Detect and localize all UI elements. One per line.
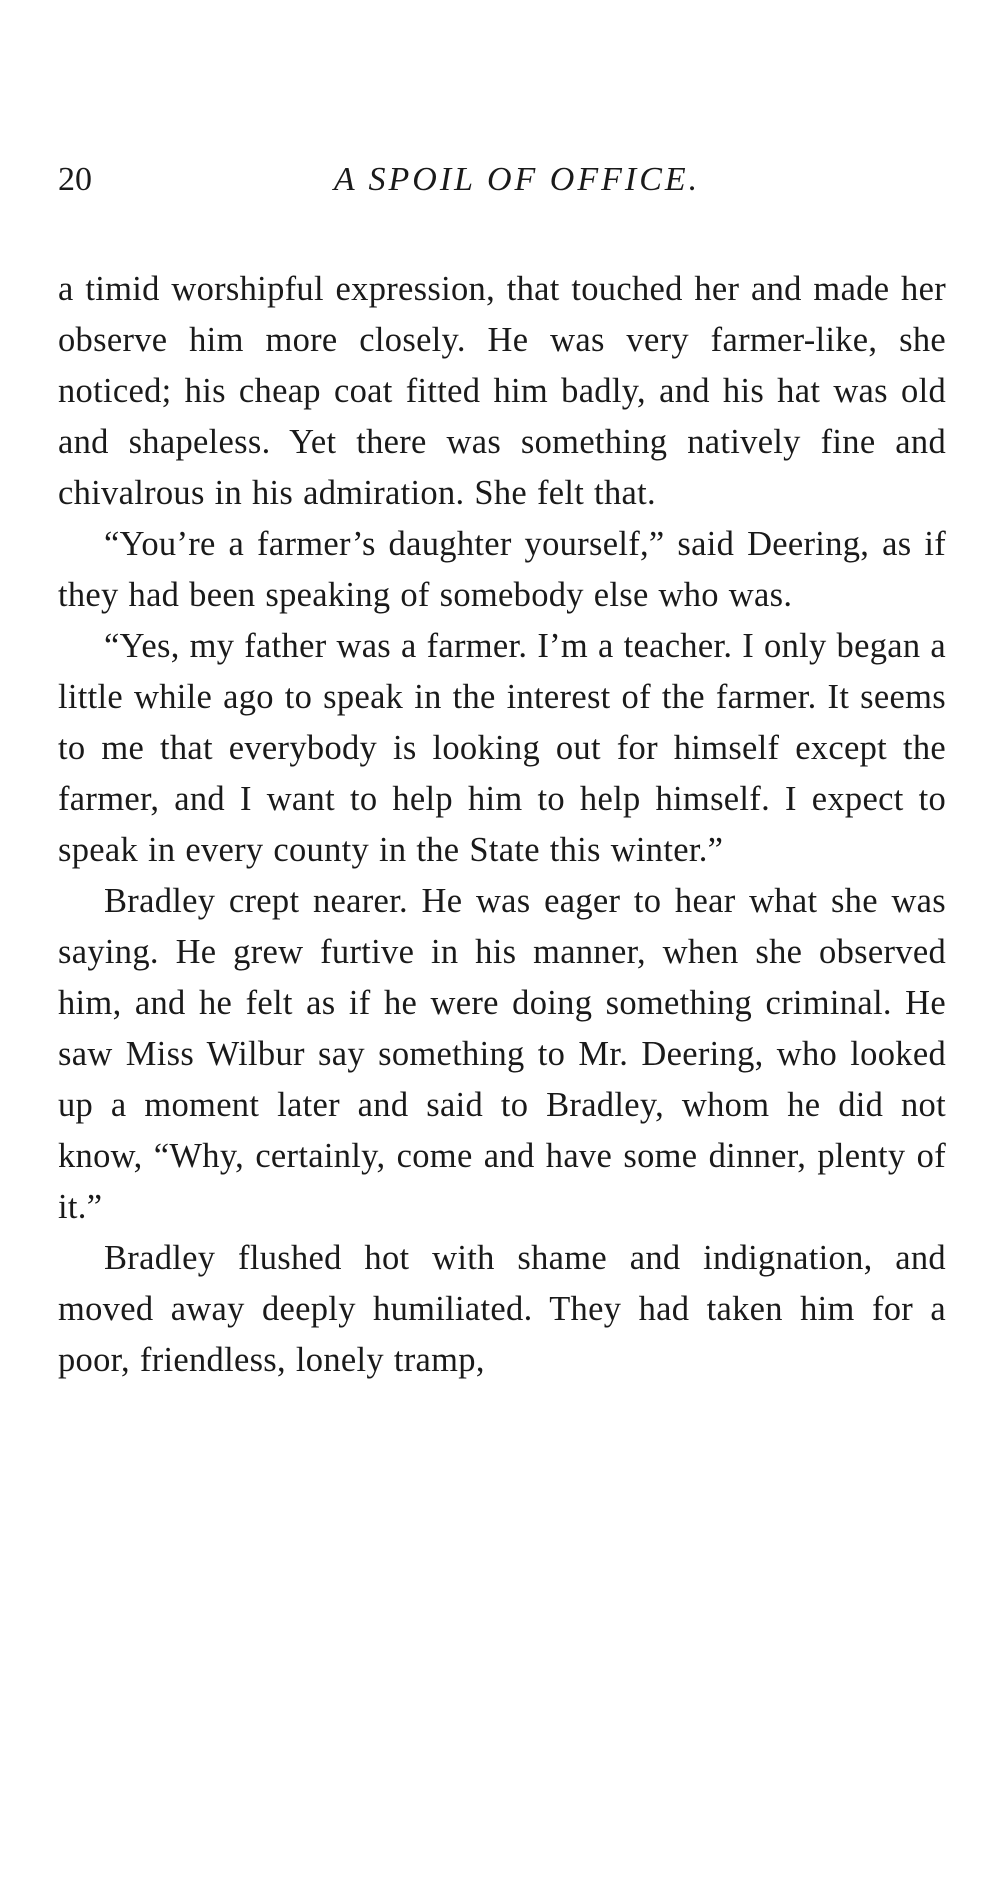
paragraph: Bradley crept nearer. He was eager to hear what she was saying. He grew furtive in his manner, when she observed him, and he felt as if he were doing something criminal. He saw Miss Wilbur say something to Mr. Deering, who looked up a moment later and said to Bradley, whom he did not know, “Why, certainly, come and have some dinner, plenty of it.”	[58, 882, 946, 1226]
body-text	[58, 264, 946, 1386]
book-page	[58, 150, 946, 1386]
paragraph: “You’re a farmer’s daughter yourself,” said Deering, as if they had been speaking of somebody else who was.	[58, 525, 946, 614]
page-header	[58, 150, 946, 210]
paragraph-continued: a timid worshipful expression, that touched her and made her observe him more closely. He was very farmer-like, she noticed; his cheap coat fitted him badly, and his hat was old and shapeless. Yet there was something natively fine and chivalrous in his admiration. She felt that.	[58, 270, 946, 512]
paragraph: Bradley flushed hot with shame and indignation, and moved away deeply humiliated. They had taken him for a poor, friendless, lonely tramp,	[58, 1239, 946, 1379]
page-number: 20	[58, 161, 92, 198]
paragraph: “Yes, my father was a farmer. I’m a teacher. I only began a little while ago to speak in the interest of the farmer. It seems to me that everybody is looking out for himself except the farmer, and I want to help him to help himself. I expect to speak in every county in the State this winter.”	[58, 627, 946, 869]
running-head: A SPOIL OF OFFICE.	[333, 161, 701, 198]
